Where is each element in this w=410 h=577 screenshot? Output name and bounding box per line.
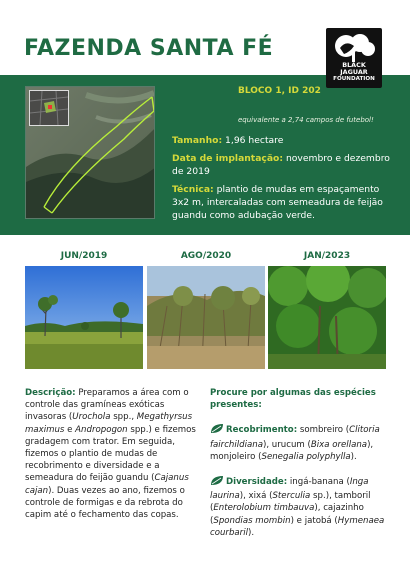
description-text: Preparamos a área com o controle das gramíneas exóticas invasoras ( <box>25 388 189 423</box>
black-jaguar-logo <box>326 28 382 88</box>
technique-info <box>172 183 397 222</box>
date-value: novembro e dezembro de 2019 <box>172 153 390 177</box>
size-label: Tamanho: <box>172 135 223 146</box>
description-label: Descrição: <box>25 388 76 398</box>
description-text: e <box>64 424 76 435</box>
photo-caption-1: JUN/2019 <box>60 251 108 261</box>
size-info <box>172 134 397 147</box>
species-heading: Procure por algumas das espécies presentes: <box>210 388 376 411</box>
species-name: Andropogon <box>75 424 128 435</box>
leaf-icon <box>210 423 224 438</box>
diversity-species <box>210 475 390 539</box>
page-title: FAZENDA SANTA FÉ <box>24 36 274 61</box>
location-inset-map <box>29 90 69 126</box>
species-text: ). <box>350 451 357 462</box>
technique-value: plantio de mudas em espaçamento 3x2 m, intercaladas com semeadura de feijão guandu como adubação verde. <box>172 184 383 221</box>
photo-jun-2019 <box>25 266 143 369</box>
date-info <box>172 152 397 178</box>
description-text: spp.) e fizemos gradagem com trator. Em seguida, fizemos o plantio de mudas de recobrimento e diversidade e a semeadura do feijão guandu ( <box>25 424 196 484</box>
species-name: Enterolobium timbauva <box>213 503 315 514</box>
satellite-map-image <box>25 86 155 219</box>
species-text: ), monjoleiro ( <box>210 439 374 462</box>
species-name: Senegalia polyphylla <box>261 451 351 462</box>
technique-label: Técnica: <box>172 184 214 195</box>
species-text: ). <box>248 527 255 538</box>
photo-caption-3: JAN/2023 <box>303 251 351 261</box>
species-name: Hymenaea courbaril <box>210 515 385 538</box>
description-text: ). Duas vezes ao ano, fizemos o controle de formigas e da rebrota do capim até o fechamento das copas. <box>25 485 185 521</box>
block-id: BLOCO 1, ID 202 <box>238 86 321 96</box>
equivalence-note: equivalente a 2,74 campos de futebol! <box>238 116 374 124</box>
diversity-label: Diversidade: <box>226 477 288 488</box>
jaguar-tree-icon <box>332 32 376 62</box>
species-text: ), cajazinho ( <box>210 503 364 526</box>
species-name: Bixa orellana <box>310 439 368 450</box>
photo-jan-2023 <box>268 266 386 369</box>
species-text: sp.), tamboril ( <box>210 491 371 514</box>
species-name: Sterculia <box>272 491 311 502</box>
species-text: ) e jatobá ( <box>290 515 338 526</box>
species-name: Cajanus cajan <box>25 473 189 496</box>
description-text: spp., <box>110 412 137 423</box>
species-name: Urochola <box>72 412 111 423</box>
species-section <box>210 387 390 539</box>
species-text: ingá-banana ( <box>287 477 350 488</box>
species-text: sombreiro ( <box>297 425 350 436</box>
species-name: Megathyrsus maximus <box>25 412 193 435</box>
description-section <box>25 387 200 521</box>
species-name: Clitoria fairchildiana <box>210 425 380 450</box>
size-value: 1,96 hectare <box>225 135 284 146</box>
cover-label: Recobrimento: <box>226 425 298 436</box>
photo-ago-2020 <box>147 266 265 369</box>
photo-caption-2: AGO/2020 <box>180 251 232 261</box>
leaf-icon <box>210 475 224 490</box>
logo-text-line3: FOUNDATION <box>333 76 375 82</box>
date-label: Data de implantação: <box>172 153 284 164</box>
species-name: Spondias mombin <box>213 515 291 526</box>
logo-text-line2: JAGUAR <box>340 68 368 76</box>
species-text: ), urucum ( <box>262 439 311 450</box>
cover-species <box>210 423 390 463</box>
logo-text-line1: BLACK <box>342 61 366 69</box>
species-name: Inga laurina <box>210 477 369 502</box>
species-text: ), xixá ( <box>239 491 273 502</box>
